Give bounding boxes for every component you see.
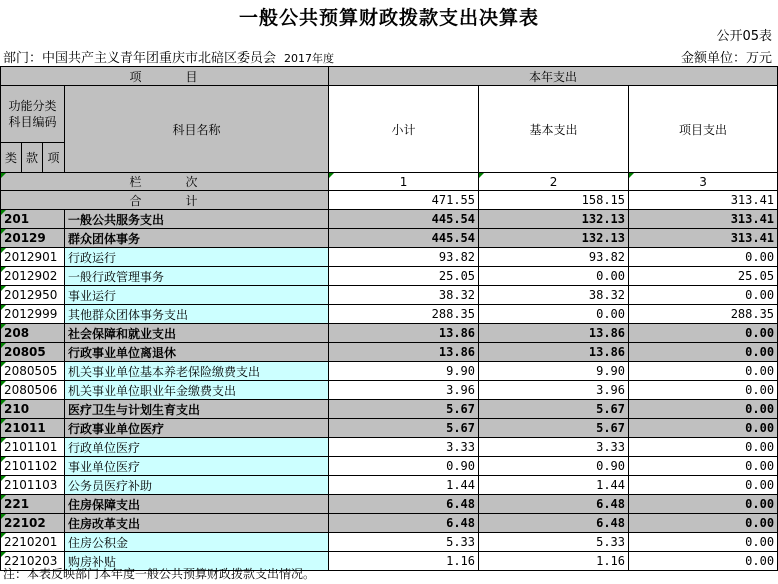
row-subtotal: 1.44 xyxy=(329,476,479,495)
row-basic: 132.13 xyxy=(479,210,629,229)
header-subject-name: 科目名称 xyxy=(65,86,329,173)
header-current-year-expenditure: 本年支出 xyxy=(329,67,778,86)
table-row xyxy=(1,514,778,533)
row-project: 0.00 xyxy=(629,457,778,476)
row-subtotal: 6.48 xyxy=(329,495,479,514)
row-subject-name: 机关事业单位基本养老保险缴费支出 xyxy=(65,362,329,381)
row-basic: 3.96 xyxy=(479,381,629,400)
total-subtotal: 471.55 xyxy=(329,191,479,210)
row-project: 25.05 xyxy=(629,267,778,286)
row-project: 0.00 xyxy=(629,381,778,400)
row-code: 2012902 xyxy=(1,267,65,286)
row-project: 0.00 xyxy=(629,552,778,571)
row-basic: 1.44 xyxy=(479,476,629,495)
row-code: 2012999 xyxy=(1,305,65,324)
row-subtotal: 13.86 xyxy=(329,324,479,343)
row-project: 0.00 xyxy=(629,286,778,305)
header-xiangmu: 项 目 xyxy=(1,67,329,86)
row-project: 0.00 xyxy=(629,476,778,495)
header-xiang: 项 xyxy=(43,143,65,173)
row-code: 2080506 xyxy=(1,381,65,400)
row-basic: 5.67 xyxy=(479,419,629,438)
column-number-row xyxy=(1,173,778,191)
row-project: 0.00 xyxy=(629,514,778,533)
row-subtotal: 3.96 xyxy=(329,381,479,400)
row-subject-name: 医疗卫生与计划生育支出 xyxy=(65,400,329,419)
row-subtotal: 445.54 xyxy=(329,210,479,229)
header-lei: 类 xyxy=(1,143,22,173)
row-code: 2012901 xyxy=(1,248,65,267)
row-subject-name: 住房保障支出 xyxy=(65,495,329,514)
total-project: 313.41 xyxy=(629,191,778,210)
table-row xyxy=(1,476,778,495)
row-basic: 9.90 xyxy=(479,362,629,381)
column-number-2: 2 xyxy=(479,173,629,191)
table-row xyxy=(1,229,778,248)
row-project: 0.00 xyxy=(629,343,778,362)
row-subject-name: 一般行政管理事务 xyxy=(65,267,329,286)
fiscal-year: 2017年度 xyxy=(284,52,335,65)
row-subtotal: 5.67 xyxy=(329,419,479,438)
row-subject-name: 行政事业单位医疗 xyxy=(65,419,329,438)
report-title: 一般公共预算财政拨款支出决算表 xyxy=(238,7,539,29)
header-kuan: 款 xyxy=(22,143,43,173)
row-basic: 0.90 xyxy=(479,457,629,476)
table-row xyxy=(1,305,778,324)
row-subtotal: 25.05 xyxy=(329,267,479,286)
row-subtotal: 5.33 xyxy=(329,533,479,552)
row-subject-name: 其他群众团体事务支出 xyxy=(65,305,329,324)
total-basic: 158.15 xyxy=(479,191,629,210)
row-basic: 93.82 xyxy=(479,248,629,267)
table-row xyxy=(1,267,778,286)
row-code: 2012950 xyxy=(1,286,65,305)
row-project: 0.00 xyxy=(629,400,778,419)
row-basic: 0.00 xyxy=(479,267,629,286)
form-number: 公开05表 xyxy=(716,29,772,44)
header-function-code: 功能分类科目编码 xyxy=(1,86,65,143)
table-row xyxy=(1,400,778,419)
row-code: 2101103 xyxy=(1,476,65,495)
table-row xyxy=(1,362,778,381)
header-row-1 xyxy=(1,67,778,86)
table-row xyxy=(1,495,778,514)
row-subject-name: 购房补贴 xyxy=(65,552,329,571)
row-subject-name: 机关事业单位职业年金缴费支出 xyxy=(65,381,329,400)
amount-unit: 金额单位：万元 xyxy=(680,51,772,66)
table-row xyxy=(1,438,778,457)
row-project: 0.00 xyxy=(629,419,778,438)
row-basic: 13.86 xyxy=(479,343,629,362)
row-subject-name: 群众团体事务 xyxy=(65,229,329,248)
total-label: 合 计 xyxy=(1,191,329,210)
row-basic: 132.13 xyxy=(479,229,629,248)
footnote: 注：本表反映部门本年度一般公共预算财政拨款支出情况。 xyxy=(3,567,316,581)
header-row-2 xyxy=(1,86,778,143)
table-row xyxy=(1,419,778,438)
row-subtotal: 0.90 xyxy=(329,457,479,476)
row-basic: 0.00 xyxy=(479,305,629,324)
row-basic: 5.67 xyxy=(479,400,629,419)
row-subject-name: 住房公积金 xyxy=(65,533,329,552)
row-code: 2101101 xyxy=(1,438,65,457)
row-code: 20805 xyxy=(1,343,65,362)
table-row xyxy=(1,286,778,305)
table-row xyxy=(1,324,778,343)
row-code: 2210201 xyxy=(1,533,65,552)
row-subtotal: 93.82 xyxy=(329,248,479,267)
row-subject-name: 社会保障和就业支出 xyxy=(65,324,329,343)
row-subject-name: 一般公共服务支出 xyxy=(65,210,329,229)
column-number-label: 栏 次 xyxy=(1,173,329,191)
row-subject-name: 事业运行 xyxy=(65,286,329,305)
row-subtotal: 3.33 xyxy=(329,438,479,457)
row-basic: 6.48 xyxy=(479,514,629,533)
header-subtotal: 小计 xyxy=(329,86,479,173)
expenditure-table xyxy=(0,66,778,571)
table-row xyxy=(1,343,778,362)
row-subject-name: 行政事业单位离退休 xyxy=(65,343,329,362)
row-project: 0.00 xyxy=(629,495,778,514)
row-code: 21011 xyxy=(1,419,65,438)
table-row xyxy=(1,533,778,552)
row-basic: 38.32 xyxy=(479,286,629,305)
row-subtotal: 445.54 xyxy=(329,229,479,248)
row-project: 0.00 xyxy=(629,248,778,267)
row-code: 2080505 xyxy=(1,362,65,381)
row-subtotal: 288.35 xyxy=(329,305,479,324)
row-subject-name: 公务员医疗补助 xyxy=(65,476,329,495)
row-subtotal: 1.16 xyxy=(329,552,479,571)
row-project: 0.00 xyxy=(629,324,778,343)
row-code: 208 xyxy=(1,324,65,343)
table-row xyxy=(1,210,778,229)
table-row xyxy=(1,381,778,400)
row-code: 2101102 xyxy=(1,457,65,476)
column-number-1: 1 xyxy=(329,173,479,191)
row-code: 22102 xyxy=(1,514,65,533)
row-subject-name: 住房改革支出 xyxy=(65,514,329,533)
table-row xyxy=(1,457,778,476)
row-subtotal: 9.90 xyxy=(329,362,479,381)
table-row xyxy=(1,248,778,267)
header-project-expenditure: 项目支出 xyxy=(629,86,778,173)
row-subtotal: 38.32 xyxy=(329,286,479,305)
row-subtotal: 13.86 xyxy=(329,343,479,362)
row-project: 0.00 xyxy=(629,533,778,552)
row-code: 2210203 xyxy=(1,552,65,571)
row-code: 20129 xyxy=(1,229,65,248)
row-code: 201 xyxy=(1,210,65,229)
row-project: 313.41 xyxy=(629,229,778,248)
row-subject-name: 事业单位医疗 xyxy=(65,457,329,476)
row-subtotal: 6.48 xyxy=(329,514,479,533)
row-basic: 1.16 xyxy=(479,552,629,571)
row-basic: 5.33 xyxy=(479,533,629,552)
row-subtotal: 5.67 xyxy=(329,400,479,419)
row-basic: 13.86 xyxy=(479,324,629,343)
department-label: 部门：中国共产主义青年团重庆市北碚区委员会 xyxy=(3,51,277,66)
row-subject-name: 行政运行 xyxy=(65,248,329,267)
row-project: 313.41 xyxy=(629,210,778,229)
row-project: 0.00 xyxy=(629,438,778,457)
row-code: 221 xyxy=(1,495,65,514)
row-basic: 3.33 xyxy=(479,438,629,457)
row-code: 210 xyxy=(1,400,65,419)
column-number-3: 3 xyxy=(629,173,778,191)
header-basic-expenditure: 基本支出 xyxy=(479,86,629,173)
row-project: 288.35 xyxy=(629,305,778,324)
total-row xyxy=(1,191,778,210)
department-line xyxy=(3,47,334,66)
row-project: 0.00 xyxy=(629,362,778,381)
row-subject-name: 行政单位医疗 xyxy=(65,438,329,457)
row-basic: 6.48 xyxy=(479,495,629,514)
